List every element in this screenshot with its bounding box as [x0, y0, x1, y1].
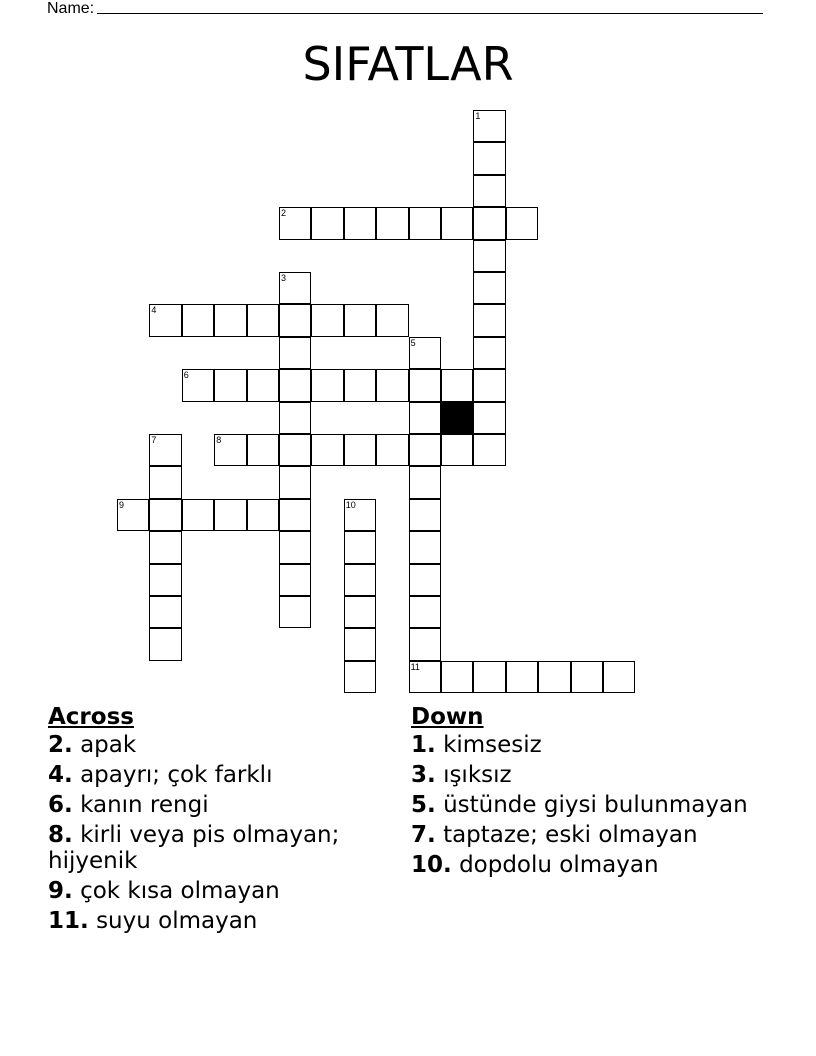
crossword-cell[interactable] — [409, 434, 441, 466]
crossword-cell[interactable] — [473, 337, 505, 369]
crossword-cell[interactable] — [247, 369, 279, 401]
crossword-cell[interactable] — [149, 466, 181, 498]
crossword-cell[interactable] — [149, 531, 181, 563]
crossword-cell[interactable] — [279, 272, 311, 304]
crossword-cell[interactable] — [279, 402, 311, 434]
crossword-cell[interactable] — [473, 110, 505, 142]
crossword-cell[interactable] — [473, 402, 505, 434]
crossword-cell[interactable] — [409, 596, 441, 628]
clue-down-10: 10. dopdolu olmayan — [411, 852, 659, 878]
clue-down-7: 7. taptaze; eski olmayan — [411, 822, 698, 848]
crossword-cell[interactable] — [376, 369, 408, 401]
crossword-cell[interactable] — [279, 434, 311, 466]
crossword-cell[interactable] — [182, 369, 214, 401]
crossword-cell[interactable] — [376, 304, 408, 336]
clue-across-2: 2. apak — [48, 732, 137, 758]
crossword-cell[interactable] — [409, 466, 441, 498]
clue-down-1: 1. kimsesiz — [411, 732, 542, 758]
crossword-cell[interactable] — [473, 207, 505, 239]
crossword-cell[interactable] — [344, 499, 376, 531]
crossword-cell[interactable] — [279, 304, 311, 336]
crossword-cell[interactable] — [506, 661, 538, 693]
crossword-cell[interactable] — [409, 564, 441, 596]
crossword-cell[interactable] — [441, 207, 473, 239]
crossword-cell[interactable] — [473, 661, 505, 693]
crossword-cell[interactable] — [473, 240, 505, 272]
crossword-cell[interactable] — [279, 369, 311, 401]
crossword-cell[interactable] — [376, 434, 408, 466]
crossword-cell[interactable] — [149, 628, 181, 660]
cell-number: 11 — [410, 661, 420, 672]
clue-across-8: 8. kirli veya pis olmayan; hijyenik — [48, 822, 340, 874]
cell-number: 3 — [281, 273, 287, 283]
crossword-cell[interactable] — [344, 596, 376, 628]
crossword-cell[interactable] — [311, 207, 343, 239]
cell-number: 4 — [151, 305, 157, 316]
crossword-cell[interactable] — [247, 499, 279, 531]
crossword-cell[interactable] — [344, 661, 376, 693]
crossword-cell[interactable] — [182, 304, 214, 336]
cell-number: 5 — [410, 337, 416, 348]
crossword-cell[interactable] — [311, 304, 343, 336]
crossword-cell[interactable] — [149, 499, 181, 531]
crossword-cell[interactable] — [279, 531, 311, 563]
crossword-cell[interactable] — [506, 207, 538, 239]
cell-number: 2 — [281, 208, 287, 219]
clue-across-9: 9. çok kısa olmayan — [48, 878, 280, 904]
crossword-cell[interactable] — [344, 207, 376, 239]
crossword-cell[interactable] — [279, 337, 311, 369]
crossword-cell[interactable] — [214, 499, 246, 531]
cell-number: 9 — [119, 499, 125, 510]
crossword-cell[interactable] — [473, 369, 505, 401]
crossword-cell[interactable] — [441, 369, 473, 401]
crossword-cell[interactable] — [214, 304, 246, 336]
crossword-cell[interactable] — [344, 434, 376, 466]
crossword-cell[interactable] — [603, 661, 635, 693]
crossword-cell[interactable] — [473, 434, 505, 466]
across-clues — [48, 702, 388, 938]
crossword-cell[interactable] — [214, 369, 246, 401]
crossword-cell[interactable] — [441, 661, 473, 693]
crossword-cell[interactable] — [149, 596, 181, 628]
clue-across-6: 6. kanın rengi — [48, 792, 209, 818]
crossword-cell[interactable] — [538, 661, 570, 693]
crossword-cell[interactable] — [344, 369, 376, 401]
crossword-cell[interactable] — [409, 531, 441, 563]
name-label: Name: — [47, 0, 95, 17]
crossword-cell[interactable] — [441, 434, 473, 466]
crossword-cell[interactable] — [247, 304, 279, 336]
down-heading: Down — [411, 704, 484, 730]
crossword-cell[interactable] — [344, 304, 376, 336]
crossword-cell[interactable] — [117, 499, 149, 531]
crossword-cell[interactable] — [344, 628, 376, 660]
clue-down-3: 3. ışıksız — [411, 762, 512, 788]
crossword-cell[interactable] — [344, 564, 376, 596]
crossword-cell[interactable] — [344, 531, 376, 563]
crossword-cell[interactable] — [409, 207, 441, 239]
cell-number: 1 — [475, 111, 481, 121]
crossword-cell[interactable] — [376, 207, 408, 239]
across-heading: Across — [48, 704, 134, 730]
crossword-cell[interactable] — [311, 434, 343, 466]
crossword-cell[interactable] — [214, 434, 246, 466]
crossword-cell[interactable] — [473, 272, 505, 304]
crossword-cell[interactable] — [473, 304, 505, 336]
cell-number: 7 — [151, 435, 157, 445]
crossword-cell[interactable] — [182, 499, 214, 531]
cell-number: 10 — [345, 499, 356, 510]
clue-across-11: 11. suyu olmayan — [48, 908, 258, 934]
clue-across-4: 4. apayrı; çok farklı — [48, 762, 273, 788]
crossword-cell[interactable] — [279, 564, 311, 596]
crossword-cell[interactable] — [247, 434, 279, 466]
crossword-cell[interactable] — [409, 661, 441, 693]
crossword-cell[interactable] — [149, 564, 181, 596]
crossword-cell[interactable] — [149, 434, 181, 466]
crossword-cell[interactable] — [279, 499, 311, 531]
crossword-cell[interactable] — [473, 175, 505, 207]
black-square — [441, 402, 473, 434]
crossword-cell[interactable] — [473, 142, 505, 174]
crossword-cell[interactable] — [279, 207, 311, 239]
crossword-cell[interactable] — [409, 369, 441, 401]
crossword-cell[interactable] — [279, 596, 311, 628]
clue-down-5: 5. üstünde giysi bulunmayan — [411, 792, 748, 818]
page-title: SIFATLAR — [302, 37, 514, 91]
crossword-cell[interactable] — [149, 304, 181, 336]
crossword-cell[interactable] — [409, 402, 441, 434]
crossword-cell[interactable] — [409, 337, 441, 369]
crossword-cell[interactable] — [409, 499, 441, 531]
down-clues — [411, 702, 771, 882]
crossword-cell[interactable] — [409, 628, 441, 660]
cell-number: 8 — [216, 435, 222, 445]
cell-number: 6 — [183, 370, 189, 381]
crossword-cell[interactable] — [311, 369, 343, 401]
crossword-cell[interactable] — [279, 466, 311, 498]
crossword-cell[interactable] — [571, 661, 603, 693]
